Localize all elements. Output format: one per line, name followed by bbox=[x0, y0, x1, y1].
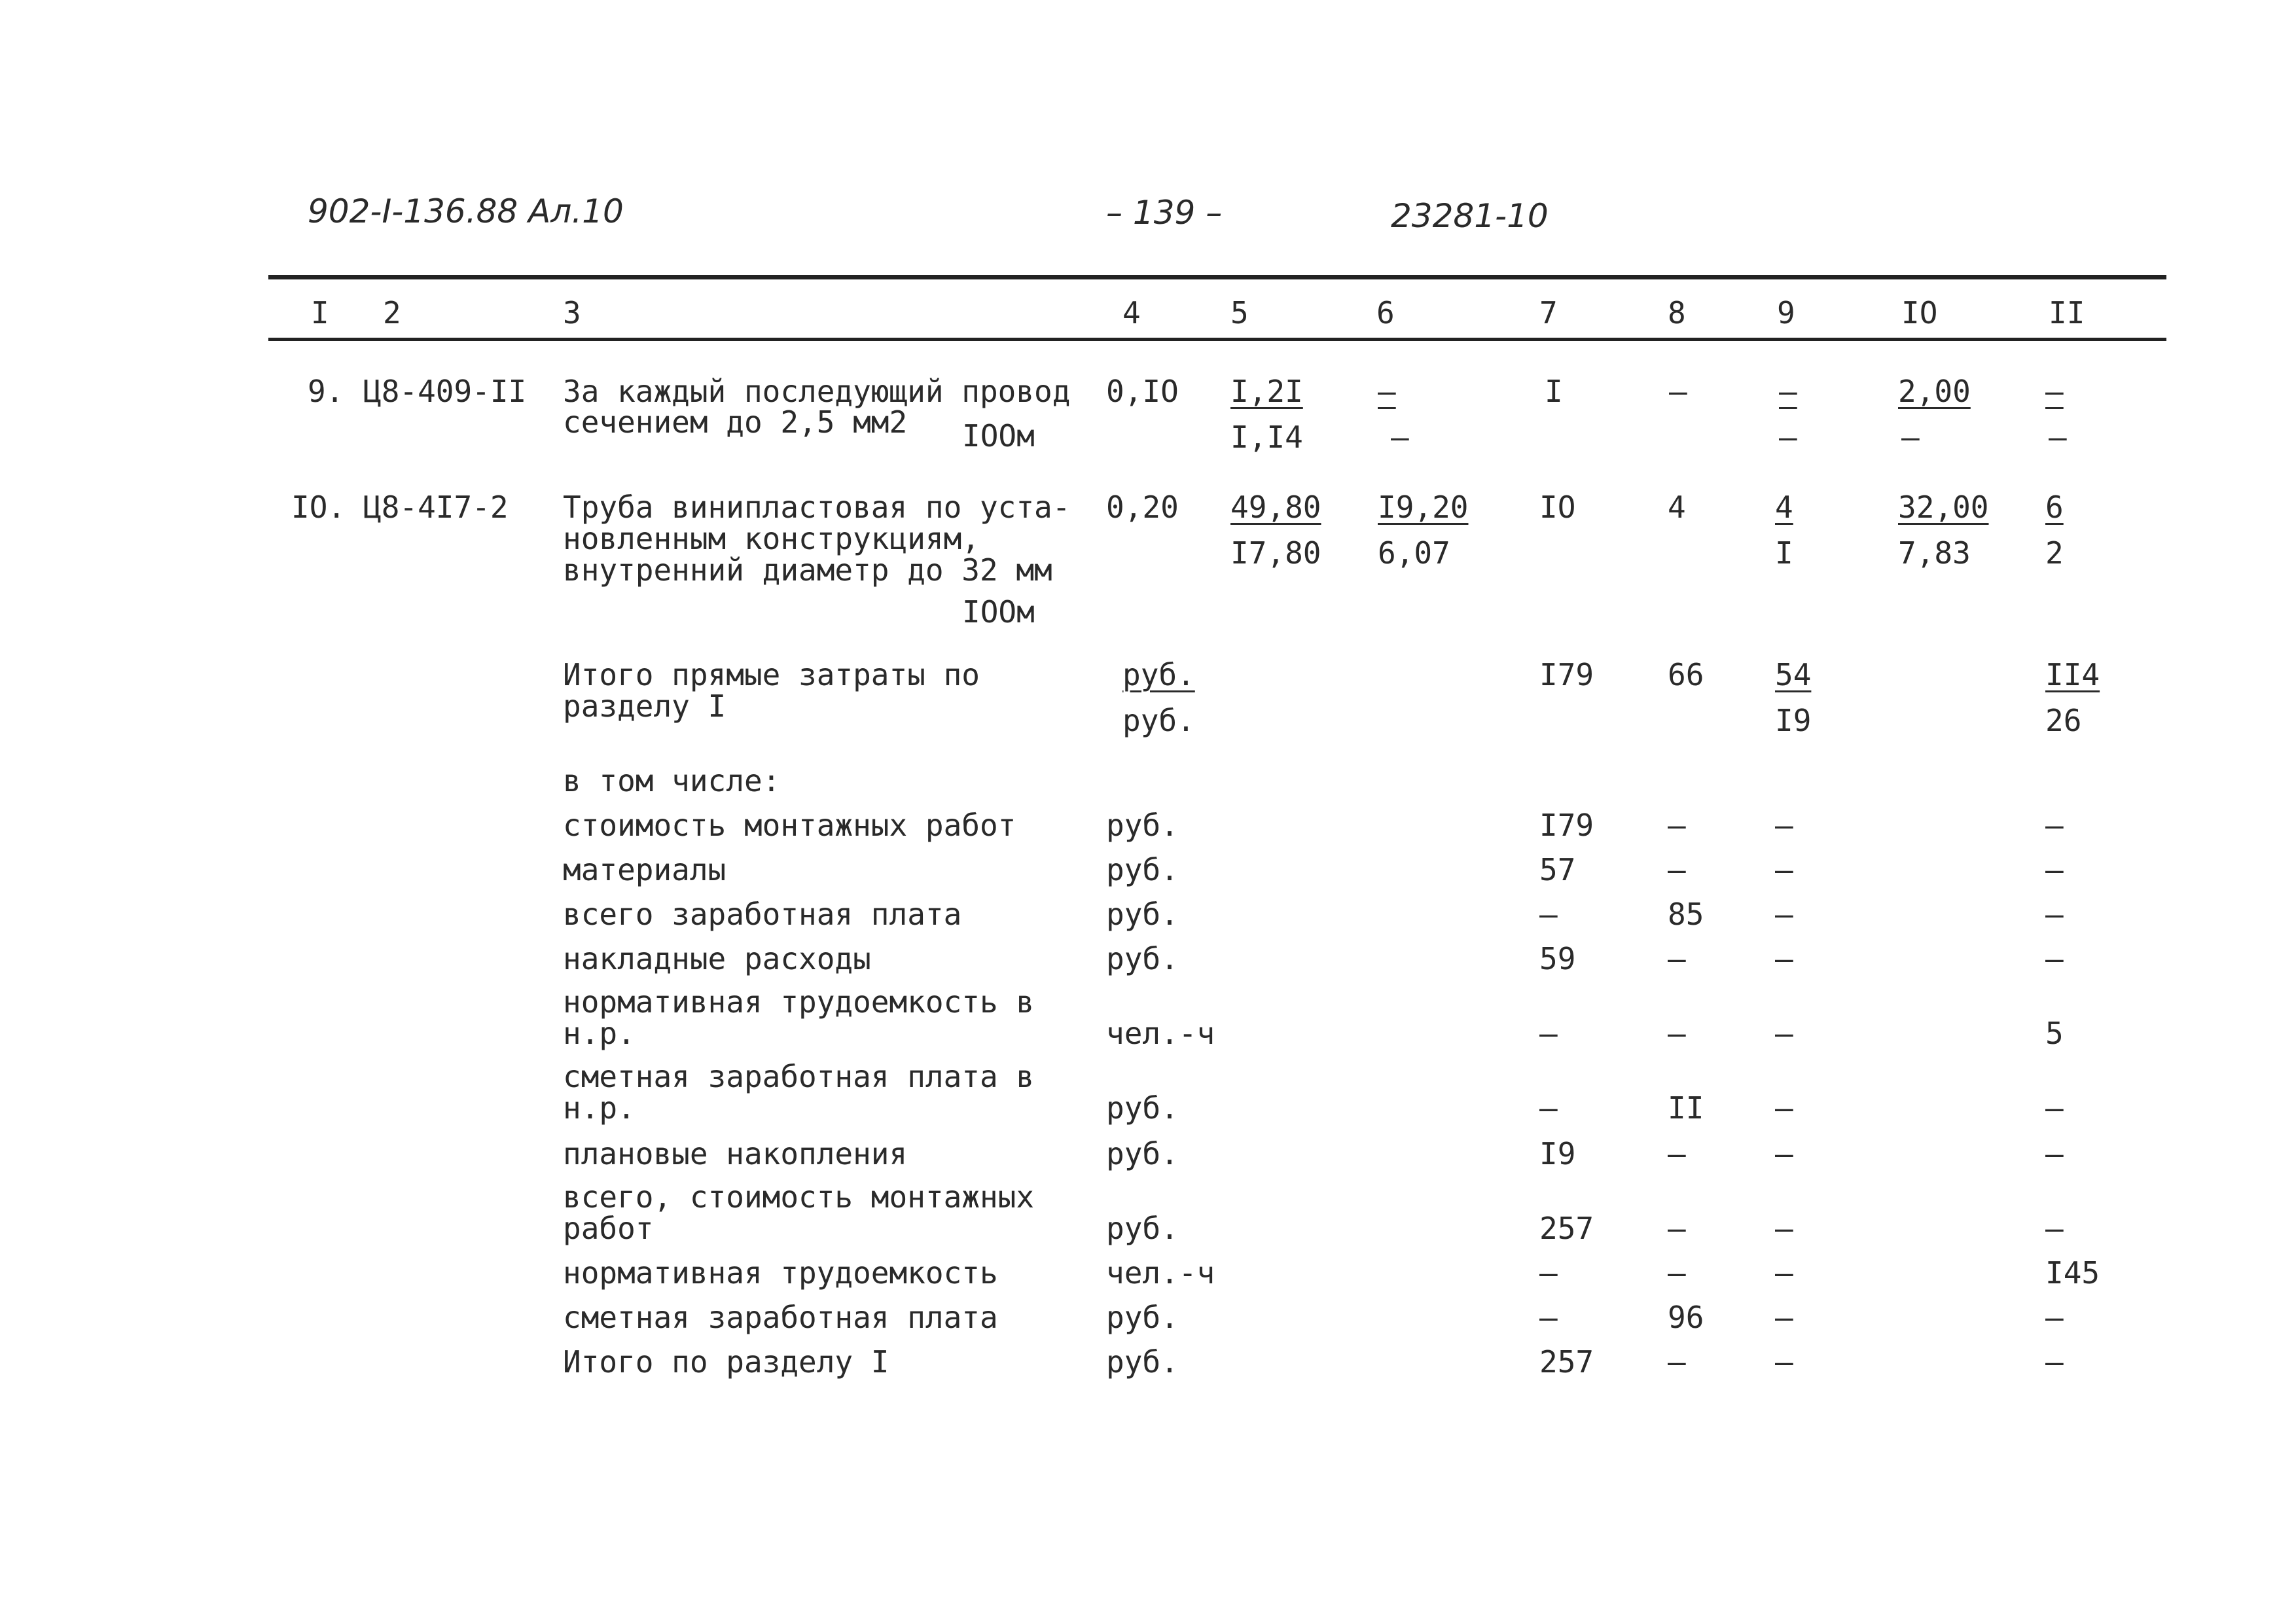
breakdown-labor: – bbox=[2045, 852, 2064, 887]
breakdown-labor: – bbox=[2045, 941, 2064, 976]
price-code: Ц8-409-II bbox=[363, 374, 527, 409]
breakdown-labor: – bbox=[2045, 1090, 2064, 1126]
unit-of-measure: IOOм bbox=[962, 594, 1035, 630]
labor-unit: 2,00 bbox=[1898, 374, 1971, 409]
total-machines-wage: – bbox=[1779, 419, 1797, 455]
breakdown-cost: I9 bbox=[1539, 1136, 1576, 1171]
labor-total: 6 bbox=[2045, 490, 2064, 525]
breakdown-cost: – bbox=[1539, 1255, 1558, 1291]
page-number: – 139 – bbox=[1106, 194, 1223, 232]
breakdown-wage: II bbox=[1668, 1090, 1704, 1126]
breakdown-wage: – bbox=[1668, 1255, 1686, 1291]
labor-unit-machines: 7,83 bbox=[1898, 535, 1971, 571]
total-labor-machines: 26 bbox=[2045, 703, 2082, 738]
breakdown-machines: – bbox=[1775, 1136, 1793, 1171]
unit-cost-total: 49,80 bbox=[1230, 490, 1321, 525]
breakdown-description: всего, стоимость монтажных bbox=[563, 1179, 1035, 1215]
col-header-1: I bbox=[311, 295, 329, 330]
breakdown-description-line-2: н.р. bbox=[563, 1016, 636, 1051]
row-number: 9. bbox=[308, 374, 344, 409]
breakdown-cost: 57 bbox=[1539, 852, 1576, 887]
breakdown-cost: I79 bbox=[1539, 808, 1594, 843]
col-header-11: II bbox=[2049, 295, 2085, 330]
breakdown-unit: руб. bbox=[1106, 1090, 1179, 1126]
breakdown-cost: – bbox=[1539, 1300, 1558, 1335]
col-header-2: 2 bbox=[383, 295, 401, 330]
breakdown-description: стоимость монтажных работ bbox=[563, 808, 1016, 843]
total-wage: 66 bbox=[1668, 657, 1704, 692]
breakdown-unit: руб. bbox=[1106, 1136, 1179, 1171]
unit-cost-wage: I,I4 bbox=[1230, 419, 1303, 455]
breakdown-description: всего заработная плата bbox=[563, 897, 962, 932]
breakdown-unit: руб. bbox=[1106, 897, 1179, 932]
breakdown-description: накладные расходы bbox=[563, 941, 871, 976]
quantity: 0,20 bbox=[1106, 490, 1179, 525]
breakdown-description: плановые накопления bbox=[563, 1136, 908, 1171]
total-cost: I79 bbox=[1539, 657, 1594, 692]
total-machines: 4 bbox=[1775, 490, 1793, 525]
breakdown-cost: – bbox=[1539, 1016, 1558, 1051]
total-machines-wage: I bbox=[1775, 535, 1793, 571]
row-number: IO. bbox=[291, 490, 346, 525]
labor-total: – bbox=[2045, 374, 2064, 409]
quantity: 0,IO bbox=[1106, 374, 1179, 409]
breakdown-unit: руб. bbox=[1106, 852, 1179, 887]
breakdown-labor: – bbox=[2045, 1344, 2064, 1380]
col-header-4: 4 bbox=[1122, 295, 1141, 330]
col-header-9: 9 bbox=[1777, 295, 1795, 330]
breakdown-wage: – bbox=[1668, 1344, 1686, 1380]
breakdown-machines: – bbox=[1775, 897, 1793, 932]
breakdown-unit: руб. bbox=[1106, 808, 1179, 843]
total-unit-top: руб. bbox=[1122, 657, 1195, 692]
breakdown-cost: 59 bbox=[1539, 941, 1576, 976]
breakdown-wage: – bbox=[1668, 1016, 1686, 1051]
total-cost: I bbox=[1545, 374, 1563, 409]
unit-of-measure: IOOм bbox=[962, 418, 1035, 454]
breakdown-labor: – bbox=[2045, 1136, 2064, 1171]
breakdown-machines: – bbox=[1775, 1344, 1793, 1380]
breakdown-wage: 85 bbox=[1668, 897, 1704, 932]
breakdown-description: нормативная трудоемкость bbox=[563, 1255, 998, 1291]
breakdown-labor: – bbox=[2045, 897, 2064, 932]
breakdown-machines: – bbox=[1775, 941, 1793, 976]
breakdown-description: сметная заработная плата bbox=[563, 1300, 998, 1335]
unit-cost-machines-wage: 6,07 bbox=[1378, 535, 1450, 571]
breakdown-cost: 257 bbox=[1539, 1211, 1594, 1246]
breakdown-machines: – bbox=[1775, 808, 1793, 843]
breakdown-labor: – bbox=[2045, 808, 2064, 843]
breakdown-description: сметная заработная плата в bbox=[563, 1059, 1035, 1094]
breakdown-cost: – bbox=[1539, 897, 1558, 932]
header-bottom-rule bbox=[268, 338, 2166, 341]
breakdown-unit: руб. bbox=[1106, 1344, 1179, 1380]
total-unit-bottom: руб. bbox=[1122, 703, 1195, 738]
total-machines-wage: I9 bbox=[1775, 703, 1812, 738]
breakdown-machines: – bbox=[1775, 1300, 1793, 1335]
breakdown-unit: руб. bbox=[1106, 1300, 1179, 1335]
row-description-line-3: внутренний диаметр до 32 мм bbox=[563, 552, 1052, 588]
unit-cost-machines: I9,20 bbox=[1378, 490, 1469, 525]
breakdown-machines: – bbox=[1775, 852, 1793, 887]
including-label: в том числе: bbox=[563, 763, 781, 798]
row-description-line-1: Труба винипластовая по уста- bbox=[563, 490, 1071, 525]
unit-cost-machines-wage: – bbox=[1391, 419, 1409, 455]
total-description-line-2: разделу I bbox=[563, 688, 726, 724]
unit-cost-total: I,2I bbox=[1230, 374, 1303, 409]
breakdown-wage: – bbox=[1668, 808, 1686, 843]
breakdown-labor: I45 bbox=[2045, 1255, 2100, 1291]
breakdown-machines: – bbox=[1775, 1255, 1793, 1291]
breakdown-description-line-2: н.р. bbox=[563, 1090, 636, 1126]
unit-cost-wage: I7,80 bbox=[1230, 535, 1321, 571]
labor-unit-machines: – bbox=[1901, 419, 1920, 455]
document-code: 902-I-136.88 Ал.10 bbox=[308, 192, 624, 230]
breakdown-wage: – bbox=[1668, 1136, 1686, 1171]
total-wage: 4 bbox=[1668, 490, 1686, 525]
breakdown-cost: – bbox=[1539, 1090, 1558, 1126]
breakdown-description: материалы bbox=[563, 852, 726, 887]
col-header-3: 3 bbox=[563, 295, 581, 330]
breakdown-description: нормативная трудоемкость в bbox=[563, 984, 1035, 1020]
row-description-line-2: сечением до 2,5 мм2 bbox=[563, 404, 908, 440]
breakdown-description: Итого по разделу I bbox=[563, 1344, 889, 1380]
col-header-5: 5 bbox=[1230, 295, 1249, 330]
labor-total-machines: 2 bbox=[2045, 535, 2064, 571]
total-machines: – bbox=[1779, 374, 1797, 409]
breakdown-labor: 5 bbox=[2045, 1016, 2064, 1051]
col-header-6: 6 bbox=[1376, 295, 1395, 330]
total-wage: – bbox=[1669, 374, 1687, 409]
table-top-rule bbox=[268, 275, 2166, 279]
breakdown-cost: 257 bbox=[1539, 1344, 1594, 1380]
labor-total-machines: – bbox=[2049, 419, 2067, 455]
breakdown-unit: руб. bbox=[1106, 1211, 1179, 1246]
total-machines: 54 bbox=[1775, 657, 1812, 692]
breakdown-machines: – bbox=[1775, 1016, 1793, 1051]
total-cost: IO bbox=[1539, 490, 1576, 525]
breakdown-labor: – bbox=[2045, 1211, 2064, 1246]
breakdown-wage: 96 bbox=[1668, 1300, 1704, 1335]
col-header-7: 7 bbox=[1539, 295, 1558, 330]
col-header-8: 8 bbox=[1668, 295, 1686, 330]
breakdown-wage: – bbox=[1668, 941, 1686, 976]
breakdown-unit: чел.-ч bbox=[1106, 1255, 1215, 1291]
unit-cost-machines: – bbox=[1378, 374, 1396, 409]
total-description-line-1: Итого прямые затраты по bbox=[563, 657, 980, 692]
breakdown-labor: – bbox=[2045, 1300, 2064, 1335]
breakdown-unit: чел.-ч bbox=[1106, 1016, 1215, 1051]
labor-unit: 32,00 bbox=[1898, 490, 1989, 525]
total-labor: II4 bbox=[2045, 657, 2100, 692]
row-description-line-1: За каждый последующий провод bbox=[563, 374, 1071, 409]
sheet-code: 23281-10 bbox=[1391, 197, 1549, 235]
row-description-line-2: новленным конструкциям, bbox=[563, 521, 980, 556]
breakdown-wage: – bbox=[1668, 852, 1686, 887]
col-header-10: IO bbox=[1901, 295, 1938, 330]
breakdown-description-line-2: работ bbox=[563, 1211, 654, 1246]
breakdown-unit: руб. bbox=[1106, 941, 1179, 976]
breakdown-wage: – bbox=[1668, 1211, 1686, 1246]
breakdown-machines: – bbox=[1775, 1211, 1793, 1246]
price-code: Ц8-4I7-2 bbox=[363, 490, 509, 525]
breakdown-machines: – bbox=[1775, 1090, 1793, 1126]
